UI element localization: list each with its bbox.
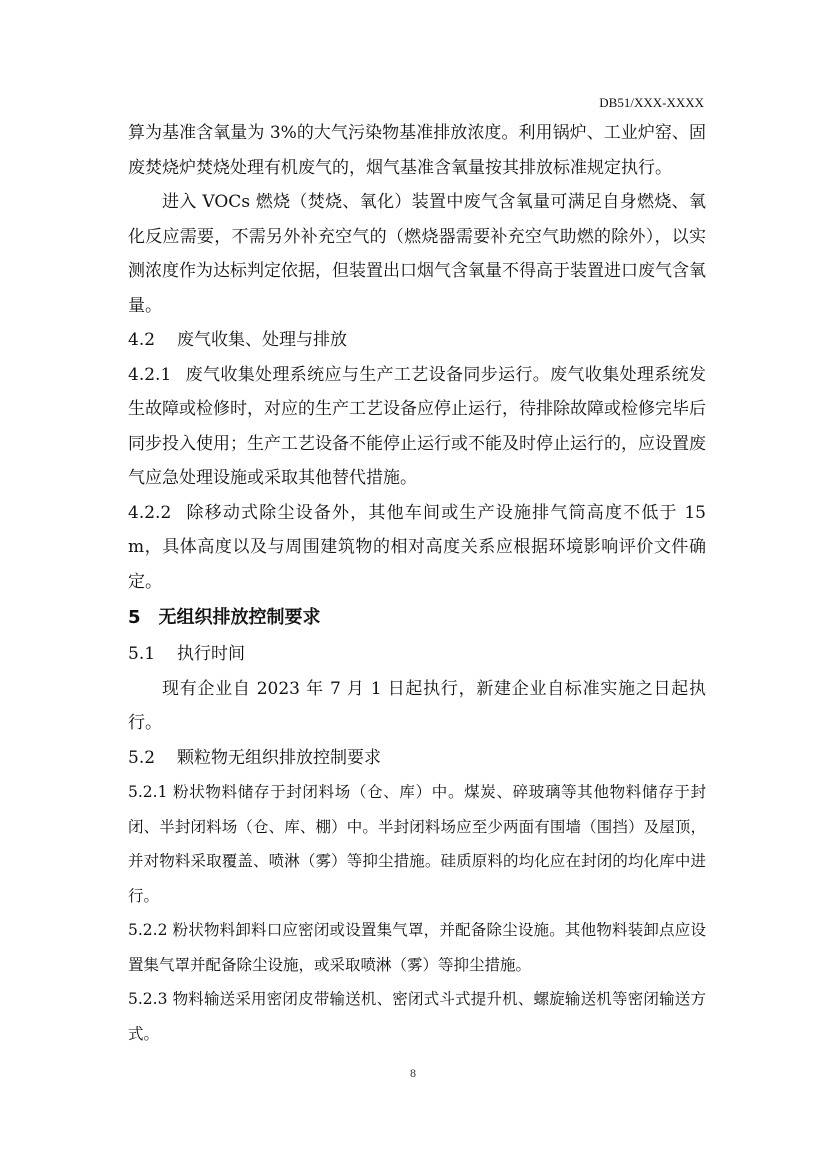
section-number: 5.1 — [128, 644, 156, 664]
section-title: 废气收集、处理与排放 — [177, 330, 348, 350]
chapter-number: 5 — [128, 607, 141, 628]
clause-5-2-1 — [128, 775, 706, 913]
clause-4-2-2 — [128, 496, 706, 600]
paragraph-baseline-oxygen: 算为基准含氧量为 3%的大气污染物基准排放浓度。利用锅炉、工业炉窑、固废焚烧炉焚烧处理有机废气的，烟气基准含氧量按其排放标准规定执行。 — [128, 123, 706, 178]
clause-4-2-1 — [128, 358, 706, 496]
section-5-2-heading — [128, 741, 706, 776]
clause-number: 5.2.3 — [128, 990, 168, 1008]
clause-text: 物料输送采用密闭皮带输送机、密闭式斗式提升机、螺旋输送机等密闭输送方式。 — [128, 990, 706, 1043]
clause-number: 5.2.2 — [128, 921, 168, 939]
section-title: 执行时间 — [177, 644, 246, 664]
clause-number: 5.2.1 — [128, 783, 168, 801]
section-number: 5.2 — [128, 747, 156, 768]
section-5-1-heading — [128, 637, 706, 672]
clause-text: 废气收集处理系统应与生产工艺设备同步运行。废气收集处理系统发生故障或检修时，对应的生产工艺设备应停止运行，待排除故障或检修完毕后同步投入使用；生产工艺设备不能停止运行或不能及时停止运行的，应设置废气应急处理设施或采取其他替代措施。 — [128, 364, 706, 488]
clause-text: 粉状物料卸料口应密闭或设置集气罩，并配备除尘设施。其他物料装卸点应设置集气罩并配备除尘设施，或采取喷淋（雾）等抑尘措施。 — [128, 921, 706, 974]
clause-number: 4.2.1 — [128, 364, 172, 385]
clause-5-2-2 — [128, 913, 706, 982]
paragraph-execution-time: 现有企业自 2023 年 7 月 1 日起执行，新建企业自标准实施之日起执行。 — [128, 678, 706, 733]
chapter-title: 无组织排放控制要求 — [158, 607, 321, 628]
clause-5-2-3 — [128, 982, 706, 1051]
page-number: 8 — [410, 1066, 416, 1080]
standard-code: DB51/XXX-XXXX — [599, 95, 704, 110]
section-title: 颗粒物无组织排放控制要求 — [177, 747, 382, 768]
page-content — [128, 116, 706, 1051]
clause-text: 粉状物料储存于封闭料场（仓、库）中。煤炭、碎玻璃等其他物料储存于封闭、半封闭料场（仓、库、棚）中。半封闭料场应至少两面有围墙（围挡）及屋顶，并对物料采取覆盖、喷淋（雾）等抑尘措施。硅质原料的均化应在封闭的均化库中进行。 — [128, 783, 706, 905]
clause-text: 除移动式除尘设备外，其他车间或生产设施排气筒高度不低于 15 m，具体高度以及与周围建筑物的相对高度关系应根据环境影响评价文件确定。 — [128, 502, 706, 592]
section-4-2-heading — [128, 323, 706, 358]
chapter-5-heading — [128, 599, 706, 637]
clause-number: 4.2.2 — [128, 502, 172, 523]
paragraph-vocs-combustion: 进入 VOCs 燃烧（焚烧、氧化）装置中废气含氧量可满足自身燃烧、氧化反应需要，不需另外补充空气的（燃烧器需要补充空气助燃的除外），以实测浓度作为达标判定依据，但装置出口烟气含氧量不得高于装置进口废气含氧量。 — [128, 192, 706, 316]
section-number: 4.2 — [128, 330, 156, 350]
